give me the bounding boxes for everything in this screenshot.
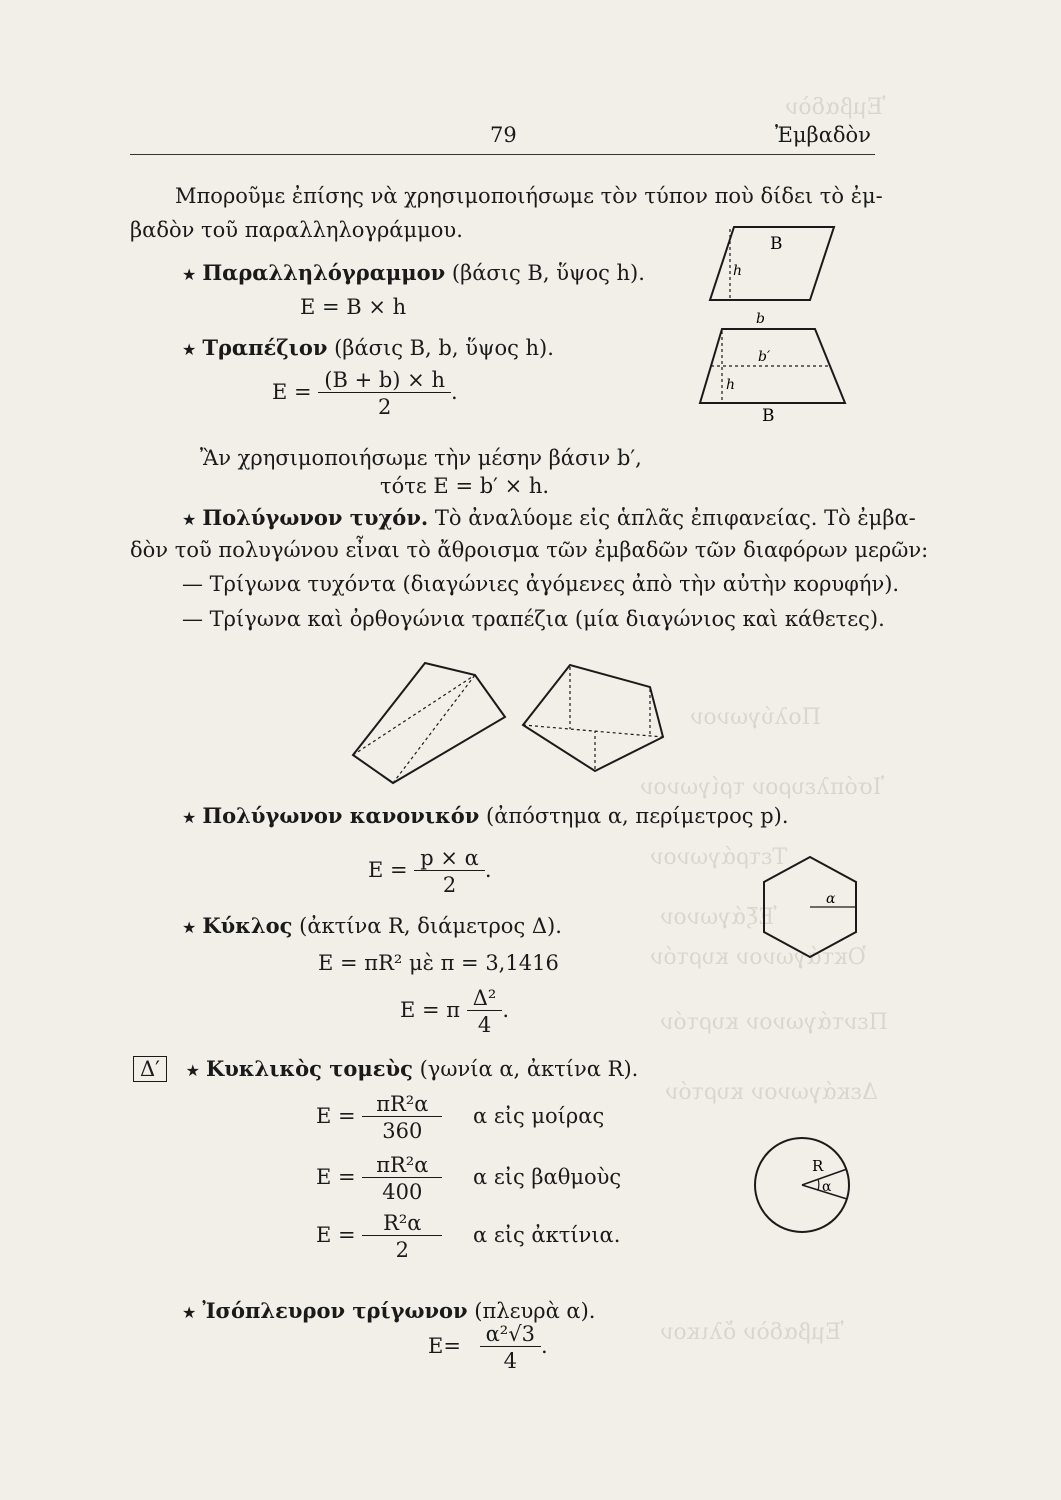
formula-lhs: E=: [428, 1334, 461, 1358]
fraction-denominator: 400: [362, 1177, 442, 1204]
running-title: Ἐμβαδὸν: [775, 123, 871, 147]
sector-heading: [133, 1056, 638, 1081]
circle-title: Κύκλος: [202, 913, 293, 938]
bleed-through-text: Ἐμβαδὸν ὄλικον: [660, 1320, 844, 1345]
bleed-through-text: Ἐμβαδὸν: [785, 95, 886, 120]
bleed-through-text: Τετράγωνον: [650, 845, 788, 870]
circle-params: (ἀκτίνα R, διάμετρος Δ).: [299, 914, 562, 938]
fig-label-b: b: [756, 311, 765, 327]
fraction-denominator: 2: [318, 392, 451, 419]
polygon-any-title: Πολύγωνον τυχόν.: [202, 505, 429, 530]
formula-lhs: E =: [316, 1223, 356, 1247]
star-icon: ★: [182, 918, 197, 937]
equilateral-title: Ἰσόπλευρον τρίγωνον: [202, 1298, 468, 1323]
intro-line-1: Μποροῦμε ἐπίσης νὰ χρησιμοποιήσωμε τὸν τύπον ποὺ δίδει τὸ ἐμ-: [175, 184, 883, 208]
formula-lhs: E =: [368, 858, 408, 882]
fig-label-a: α: [826, 891, 836, 907]
parallelogram-title: Παραλληλόγραμμον: [202, 260, 446, 285]
equilateral-fraction: [480, 1322, 541, 1373]
header-rule: [130, 154, 875, 155]
fraction-numerator: α²√3: [485, 1322, 535, 1346]
sector-fraction-2: [362, 1153, 442, 1204]
polygon-any-heading: [182, 505, 916, 530]
star-icon: ★: [182, 510, 197, 529]
star-icon: ★: [182, 1303, 197, 1322]
trapezoid-formula: [272, 368, 458, 419]
formula-lhs: E =: [272, 380, 312, 404]
star-icon: ★: [185, 1061, 200, 1080]
trapezoid-title: Τραπέζιον: [202, 335, 328, 360]
sector-formula-2: [316, 1153, 621, 1204]
fig-label-a: α: [822, 1179, 832, 1195]
circle-formula-2: [400, 986, 509, 1037]
polygon-any-item-2: — Τρίγωνα καὶ ὀρθογώνια τραπέζια (μία διαγώνιος καὶ κάθετες).: [182, 607, 885, 631]
polygon-regular-formula: [368, 846, 492, 897]
formula-end: .: [450, 380, 458, 404]
equilateral-params: (πλευρὰ α).: [474, 1299, 596, 1323]
bleed-through-text: Ὀκτάγωνον κυρτόν: [650, 945, 866, 970]
formula-lhs: E = π: [400, 998, 461, 1022]
star-icon: ★: [182, 340, 197, 359]
sector-title: Κυκλικὸς τομεὺς: [205, 1056, 413, 1081]
sector-note-3: α εἰς ἀκτίνια.: [472, 1223, 621, 1247]
polygon-any-item-1: — Τρίγωνα τυχόντα (διαγώνιες ἀγόμενες ἀπὸ τὴν αὐτὴν κορυφήν).: [182, 572, 900, 596]
circle-fraction: [467, 986, 503, 1037]
formula-lhs: E =: [316, 1104, 356, 1128]
fraction-numerator: (B + b) × h: [324, 368, 445, 392]
parallelogram-params: (βάσις B, ὕψος h).: [451, 261, 645, 285]
intro-line-2: βαδὸν τοῦ παραλληλογράμμου.: [130, 218, 463, 242]
midbase-formula: τότε E = b′ × h.: [380, 474, 550, 498]
parallelogram-figure: [700, 225, 840, 305]
polygon-regular-fraction: [414, 846, 485, 897]
polygon-regular-params: (ἀπόστημα α, περίμετρος p).: [486, 804, 789, 828]
formula-end: .: [484, 858, 492, 882]
sector-circle-figure: [752, 1135, 852, 1235]
fig-label-h: h: [733, 263, 743, 279]
formula-lhs: E =: [316, 1165, 356, 1189]
sector-note-1: α εἰς μοίρας: [472, 1104, 605, 1128]
parallelogram-heading: [182, 260, 645, 285]
bleed-through-text: Πολύγωνον: [690, 705, 821, 730]
trapezoid-heading: [182, 335, 554, 360]
trapezoid-params: (βάσις B, b, ὕψος h).: [334, 336, 554, 360]
fraction-denominator: 4: [467, 1010, 503, 1037]
bleed-through-text: Δεκάγωνον κυρτόν: [665, 1080, 878, 1105]
fig-label-h: h: [726, 377, 736, 393]
trapezoid-figure: [690, 305, 850, 425]
circle-heading: [182, 913, 562, 938]
sector-fraction-1: [362, 1092, 442, 1143]
polygon-any-text-2: δὸν τοῦ πολυγώνου εἶναι τὸ ἄθροισμα τῶν ἐμβαδῶν τῶν διαφόρων μερῶν:: [130, 538, 929, 562]
equilateral-formula: [428, 1322, 548, 1373]
fraction-denominator: 2: [414, 870, 485, 897]
fig-label-R: R: [812, 1157, 824, 1175]
bleed-through-text: Πεντάγωνον κυρτόν: [660, 1010, 888, 1035]
sector-note-2: α εἰς βαθμοὺς: [472, 1165, 622, 1189]
fraction-denominator: 2: [362, 1235, 442, 1262]
polygon-regular-title: Πολύγωνον κανονικόν: [202, 803, 480, 828]
section-badge: Δ′: [133, 1056, 167, 1082]
polygon-regular-heading: [182, 803, 789, 828]
polygon-any-text-1: Τὸ ἀναλύομε εἰς ἁπλᾶς ἐπιφανείας. Τὸ ἐμβα-: [434, 506, 916, 530]
fraction-denominator: 4: [480, 1346, 541, 1373]
fraction-numerator: πR²α: [376, 1153, 429, 1177]
fraction-numerator: p × α: [420, 846, 479, 870]
star-icon: ★: [182, 265, 197, 284]
fraction-denominator: 360: [362, 1116, 442, 1143]
formula-end: .: [502, 998, 510, 1022]
sector-formula-1: [316, 1092, 604, 1143]
fig-label-B: B: [770, 234, 783, 254]
fig-label-B: B: [762, 406, 775, 426]
fraction-numerator: Δ²: [472, 986, 497, 1010]
equilateral-heading: [182, 1298, 595, 1323]
bleed-through-text: Ἑξάγωνον: [660, 905, 777, 930]
sector-fraction-3: [362, 1211, 442, 1262]
sector-params: (γωνία α, ἀκτίνα R).: [419, 1057, 639, 1081]
fraction-numerator: R²α: [383, 1211, 422, 1235]
page-number: 79: [490, 123, 517, 147]
bleed-through-text: Ἰσόπλευρον τρίγωνον: [640, 775, 885, 800]
star-icon: ★: [182, 808, 197, 827]
trapezoid-fraction: [318, 368, 451, 419]
polygon-decomposition-figure: [345, 655, 675, 795]
formula-end: .: [540, 1334, 548, 1358]
midbase-text: Ἂν χρησιμοποιήσωμε τὴν μέσην βάσιν b′,: [200, 446, 642, 470]
sector-formula-3: [316, 1211, 620, 1262]
fig-label-bprime: b′: [758, 349, 771, 365]
circle-formula-1: E = πR² μὲ π = 3,1416: [318, 951, 559, 975]
parallelogram-formula: E = B × h: [300, 295, 407, 319]
fraction-numerator: πR²α: [376, 1092, 429, 1116]
hexagon-figure: [758, 855, 862, 959]
